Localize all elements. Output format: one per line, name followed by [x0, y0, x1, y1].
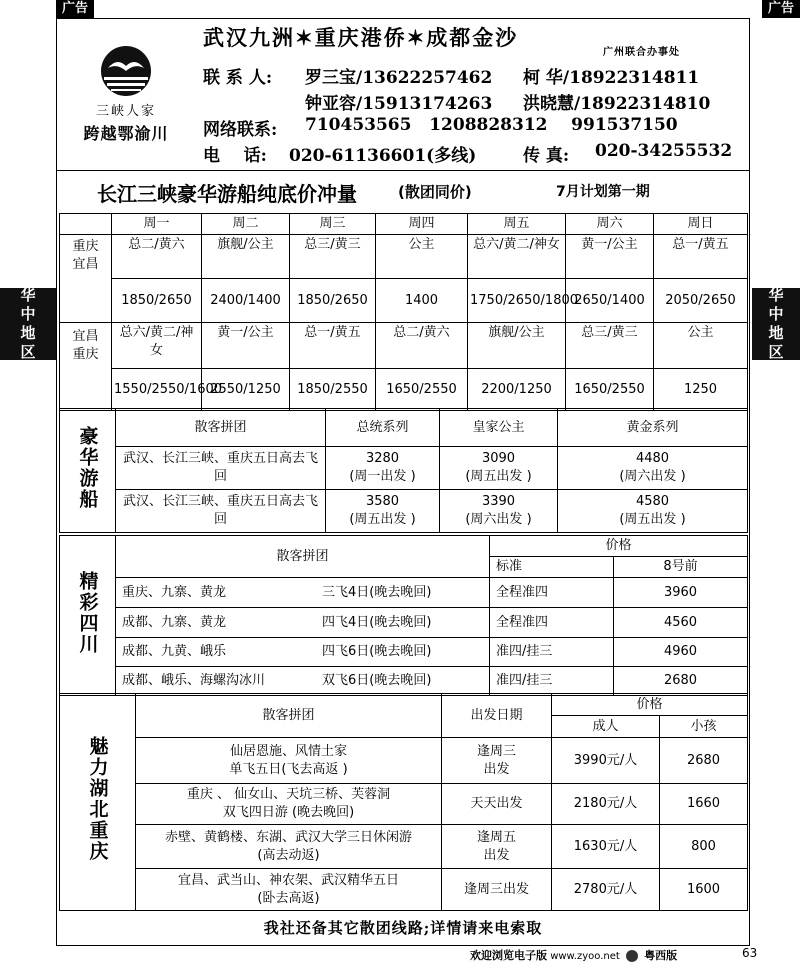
- day-header: 周一: [112, 214, 202, 235]
- region-tab-char: 区: [768, 343, 784, 361]
- phone-label: 电 话:: [203, 146, 267, 166]
- depart-line: 出发: [483, 847, 510, 863]
- section-label: 豪华游船: [76, 425, 99, 510]
- fax-label: 传 真:: [523, 146, 570, 166]
- route-line: 赤壁、黄鹤楼、东湖、武汉大学三日休闲游: [164, 829, 412, 845]
- route-name: 宜昌: [72, 329, 99, 344]
- region-tab-left: [0, 288, 56, 360]
- depart-cell: [442, 784, 552, 825]
- price-value: 3280: [365, 451, 400, 466]
- adult-price-cell: 3990元/人: [552, 738, 660, 784]
- table-row: [60, 279, 748, 323]
- day-header: 周五: [468, 214, 566, 235]
- ship-cell: 总二/黄六: [376, 323, 468, 369]
- price-cell: 1550/2550/1600: [112, 369, 202, 411]
- ship-cell: 黄一/公主: [202, 323, 290, 369]
- depart-line: 逢周五: [476, 829, 516, 845]
- table-header-row: [60, 536, 748, 557]
- depart-day: (周六出发 ): [619, 469, 686, 484]
- ship-cell: 公主: [376, 235, 468, 279]
- web-label: 网络联系:: [203, 120, 278, 140]
- section-label: 魅力湖北重庆: [86, 736, 109, 862]
- region-tab-right: [752, 288, 800, 360]
- route-cell: [136, 825, 442, 869]
- route-line: (高去动返): [257, 847, 320, 863]
- column-header: 小孩: [660, 716, 748, 738]
- table-row: [60, 235, 748, 279]
- price-cell: 4960: [614, 638, 748, 667]
- depart-day: (周六出发 ): [465, 512, 532, 527]
- trip-info: 三飞4日(晚去晚回): [322, 584, 432, 600]
- price-cell: [326, 490, 440, 533]
- price-cell: [558, 490, 748, 533]
- corner-cell: [60, 214, 112, 235]
- section-label-cell: [60, 536, 116, 696]
- table-row: [60, 638, 748, 667]
- price-cell: 2200/1250: [468, 369, 566, 411]
- adult-price-cell: 2780元/人: [552, 869, 660, 911]
- column-header: 散客拼团: [116, 409, 326, 447]
- site-url[interactable]: www.zyoo.net: [550, 951, 620, 962]
- price-cell: 2550/1250: [202, 369, 290, 411]
- route-places: 成都、九寨、黄龙: [122, 614, 227, 630]
- route-cell: [136, 738, 442, 784]
- section-label: 精彩四川: [76, 570, 99, 655]
- day-header: 周日: [654, 214, 748, 235]
- table-row: [60, 578, 748, 608]
- logo: [71, 44, 181, 164]
- column-header: 成人: [552, 716, 660, 738]
- standard-cell: 准四/挂三: [490, 667, 614, 696]
- ship-cell: 总三/黄三: [290, 235, 376, 279]
- price-cell: [440, 490, 558, 533]
- column-header: 8号前: [614, 557, 748, 578]
- depart-line: 出发: [483, 761, 510, 777]
- table-header-row: [60, 214, 748, 235]
- title-period: 7月计划第一期: [556, 184, 650, 200]
- table-row: [60, 490, 748, 533]
- header: [57, 19, 749, 171]
- route-line: 单飞五日(飞去高返 ): [229, 761, 348, 777]
- depart-cell: [442, 825, 552, 869]
- table-row: [60, 825, 748, 869]
- agency-names: 武汉九洲✶重庆港侨✶成都金沙: [203, 25, 519, 50]
- page-number: 63: [742, 946, 758, 960]
- depart-day: (周五出发 ): [349, 512, 416, 527]
- depart-cell: [442, 738, 552, 784]
- day-header: 周二: [202, 214, 290, 235]
- ship-cell: 总一/黄五: [654, 235, 748, 279]
- table-row: [60, 323, 748, 369]
- column-header: 标准: [490, 557, 614, 578]
- price-cell: 1400: [376, 279, 468, 323]
- route-places: 成都、峨乐、海螺沟冰川: [122, 673, 266, 688]
- day-header: 周三: [290, 214, 376, 235]
- edition-label: 粤西版: [644, 949, 678, 962]
- price-cell: 2680: [614, 667, 748, 696]
- contact-2: 柯 华/18922314811: [523, 68, 700, 88]
- route-name: 宜昌: [72, 257, 99, 272]
- price-cell: [440, 447, 558, 490]
- seagull-logo-icon: [99, 44, 153, 98]
- column-header: 散客拼团: [136, 694, 442, 738]
- web-values: 710453565 1208828312 991537150: [305, 115, 678, 135]
- table-row: [60, 784, 748, 825]
- price-cell: 1850/2550: [290, 369, 376, 411]
- price-value: 3580: [365, 494, 400, 509]
- child-price-cell: 800: [660, 825, 748, 869]
- standard-cell: 全程准四: [490, 608, 614, 638]
- route-cell: [116, 638, 490, 667]
- route-name-cell: [60, 323, 112, 411]
- ad-frame: [56, 18, 750, 946]
- column-header: 价格: [490, 536, 748, 557]
- ship-cell: 黄一/公主: [566, 235, 654, 279]
- page-title: 长江三峡豪华游船纯底价冲量: [97, 182, 357, 206]
- region-tab-char: 中: [768, 305, 784, 323]
- child-price-cell: 2680: [660, 738, 748, 784]
- route-line: 双飞四日游 (晚去晚回): [222, 805, 355, 820]
- depart-day: (周五出发 ): [465, 469, 532, 484]
- route-line: (卧去高返): [257, 890, 320, 906]
- cruise-table: [59, 408, 748, 533]
- adult-price-cell: 1630元/人: [552, 825, 660, 869]
- route-cell: [116, 608, 490, 638]
- trip-info: 双飞6日(晚去晚回): [322, 673, 432, 688]
- standard-cell: 全程准四: [490, 578, 614, 608]
- column-header: 总统系列: [326, 409, 440, 447]
- weekly-schedule-table: [59, 213, 748, 411]
- route-cell: 武汉、长江三峡、重庆五日高去飞回: [116, 490, 326, 533]
- route-name: 重庆: [72, 347, 99, 362]
- table-row: [60, 667, 748, 696]
- route-name: 重庆: [72, 239, 99, 254]
- depart-line: 逢周三出发: [463, 881, 529, 897]
- hubei-table: [59, 693, 748, 911]
- price-value: 4580: [635, 494, 670, 509]
- office-name: 广州联合办事处: [603, 47, 680, 58]
- route-line: 仙居恩施、风情土家: [229, 743, 347, 759]
- contact-1: 罗三宝/13622257462: [305, 68, 493, 88]
- depart-day: (周五出发 ): [619, 512, 686, 527]
- region-tab-char: 地: [20, 324, 36, 342]
- column-header: 皇家公主: [440, 409, 558, 447]
- sichuan-table: [59, 535, 748, 696]
- ship-cell: 总一/黄五: [290, 323, 376, 369]
- column-header: 黄金系列: [558, 409, 748, 447]
- contact-3: 钟亚容/15913174263: [305, 94, 493, 114]
- ship-cell: 总三/黄三: [566, 323, 654, 369]
- ship-cell: 旗舰/公主: [202, 235, 290, 279]
- price-cell: 1650/2550: [566, 369, 654, 411]
- route-places: 成都、九黄、峨乐: [122, 644, 227, 659]
- column-header: 出发日期: [442, 694, 552, 738]
- bottom-info: [470, 947, 677, 963]
- table-row: [60, 738, 748, 784]
- contact-label: 联 系 人:: [203, 68, 273, 88]
- day-header: 周六: [566, 214, 654, 235]
- adult-price-cell: 2180元/人: [552, 784, 660, 825]
- section-label-cell: [60, 409, 116, 533]
- route-places: 重庆、九寨、黄龙: [122, 584, 227, 600]
- price-value: 4480: [635, 451, 670, 466]
- depart-line: 天天出发: [470, 796, 523, 811]
- region-tab-char: 华: [768, 286, 784, 304]
- ship-cell: 旗舰/公主: [468, 323, 566, 369]
- table-row: [60, 869, 748, 911]
- edition-icon: [626, 950, 638, 962]
- region-tab-char: 地: [768, 324, 784, 342]
- trip-info: 四飞6日(晚去晚回): [322, 644, 432, 659]
- depart-cell: [442, 869, 552, 911]
- route-cell: [136, 784, 442, 825]
- phone-number: 020-61136601(多线): [289, 146, 477, 166]
- ship-cell: 总六/黄二/神女: [112, 323, 202, 369]
- price-cell: 2400/1400: [202, 279, 290, 323]
- table-header-row: [60, 694, 748, 716]
- route-cell: [116, 667, 490, 696]
- table-row: [60, 447, 748, 490]
- contact-4: 洪晓慧/18922314810: [523, 94, 711, 114]
- fax-number: 020-34255532: [595, 141, 733, 161]
- price-value: 3390: [481, 494, 516, 509]
- logo-slogan: 跨越鄂渝川: [83, 124, 169, 143]
- price-cell: 1650/2550: [376, 369, 468, 411]
- column-header: 散客拼团: [116, 536, 490, 578]
- child-price-cell: 1600: [660, 869, 748, 911]
- day-header: 周四: [376, 214, 468, 235]
- section-label-cell: [60, 694, 136, 911]
- region-tab-char: 中: [20, 305, 36, 323]
- price-cell: 1850/2650: [290, 279, 376, 323]
- trip-info: 四飞4日(晚去晚回): [322, 614, 432, 630]
- ship-cell: 总二/黄六: [112, 235, 202, 279]
- title-note: (散团同价): [398, 183, 472, 201]
- title-bar: [57, 172, 749, 212]
- route-name-cell: [60, 235, 112, 323]
- depart-day: (周一出发 ): [349, 469, 416, 484]
- price-cell: [326, 447, 440, 490]
- table-header-row: [60, 409, 748, 447]
- table-row: [60, 369, 748, 411]
- table-row: [60, 608, 748, 638]
- price-cell: 2050/2650: [654, 279, 748, 323]
- route-line: 宜昌、武当山、神农架、武汉精华五日: [177, 872, 399, 888]
- region-tab-char: 华: [20, 286, 36, 304]
- route-cell: 武汉、长江三峡、重庆五日高去飞回: [116, 447, 326, 490]
- depart-line: 逢周三: [476, 743, 516, 759]
- standard-cell: 准四/挂三: [490, 638, 614, 667]
- ship-cell: 总六/黄二/神女: [468, 235, 566, 279]
- price-cell: [558, 447, 748, 490]
- ad-label-right: 广告: [762, 0, 800, 18]
- price-cell: 3960: [614, 578, 748, 608]
- price-cell: 1750/2650/1800: [468, 279, 566, 323]
- price-value: 3090: [481, 451, 516, 466]
- column-header: 价格: [552, 694, 748, 716]
- price-cell: 1850/2650: [112, 279, 202, 323]
- price-cell: 2650/1400: [566, 279, 654, 323]
- route-cell: [116, 578, 490, 608]
- child-price-cell: 1660: [660, 784, 748, 825]
- browse-text: 欢迎浏览电子版: [470, 949, 547, 962]
- price-cell: 1250: [654, 369, 748, 411]
- price-cell: 4560: [614, 608, 748, 638]
- ad-label-left: 广告: [56, 0, 94, 18]
- route-line: 重庆 、 仙女山、天坑三桥、芙蓉洞: [186, 787, 391, 802]
- ship-cell: 公主: [654, 323, 748, 369]
- region-tab-char: 区: [20, 343, 36, 361]
- footer-note: 我社还备其它散团线路;详情请来电索取: [263, 919, 543, 937]
- logo-name: 三峡人家: [95, 104, 156, 119]
- route-cell: [136, 869, 442, 911]
